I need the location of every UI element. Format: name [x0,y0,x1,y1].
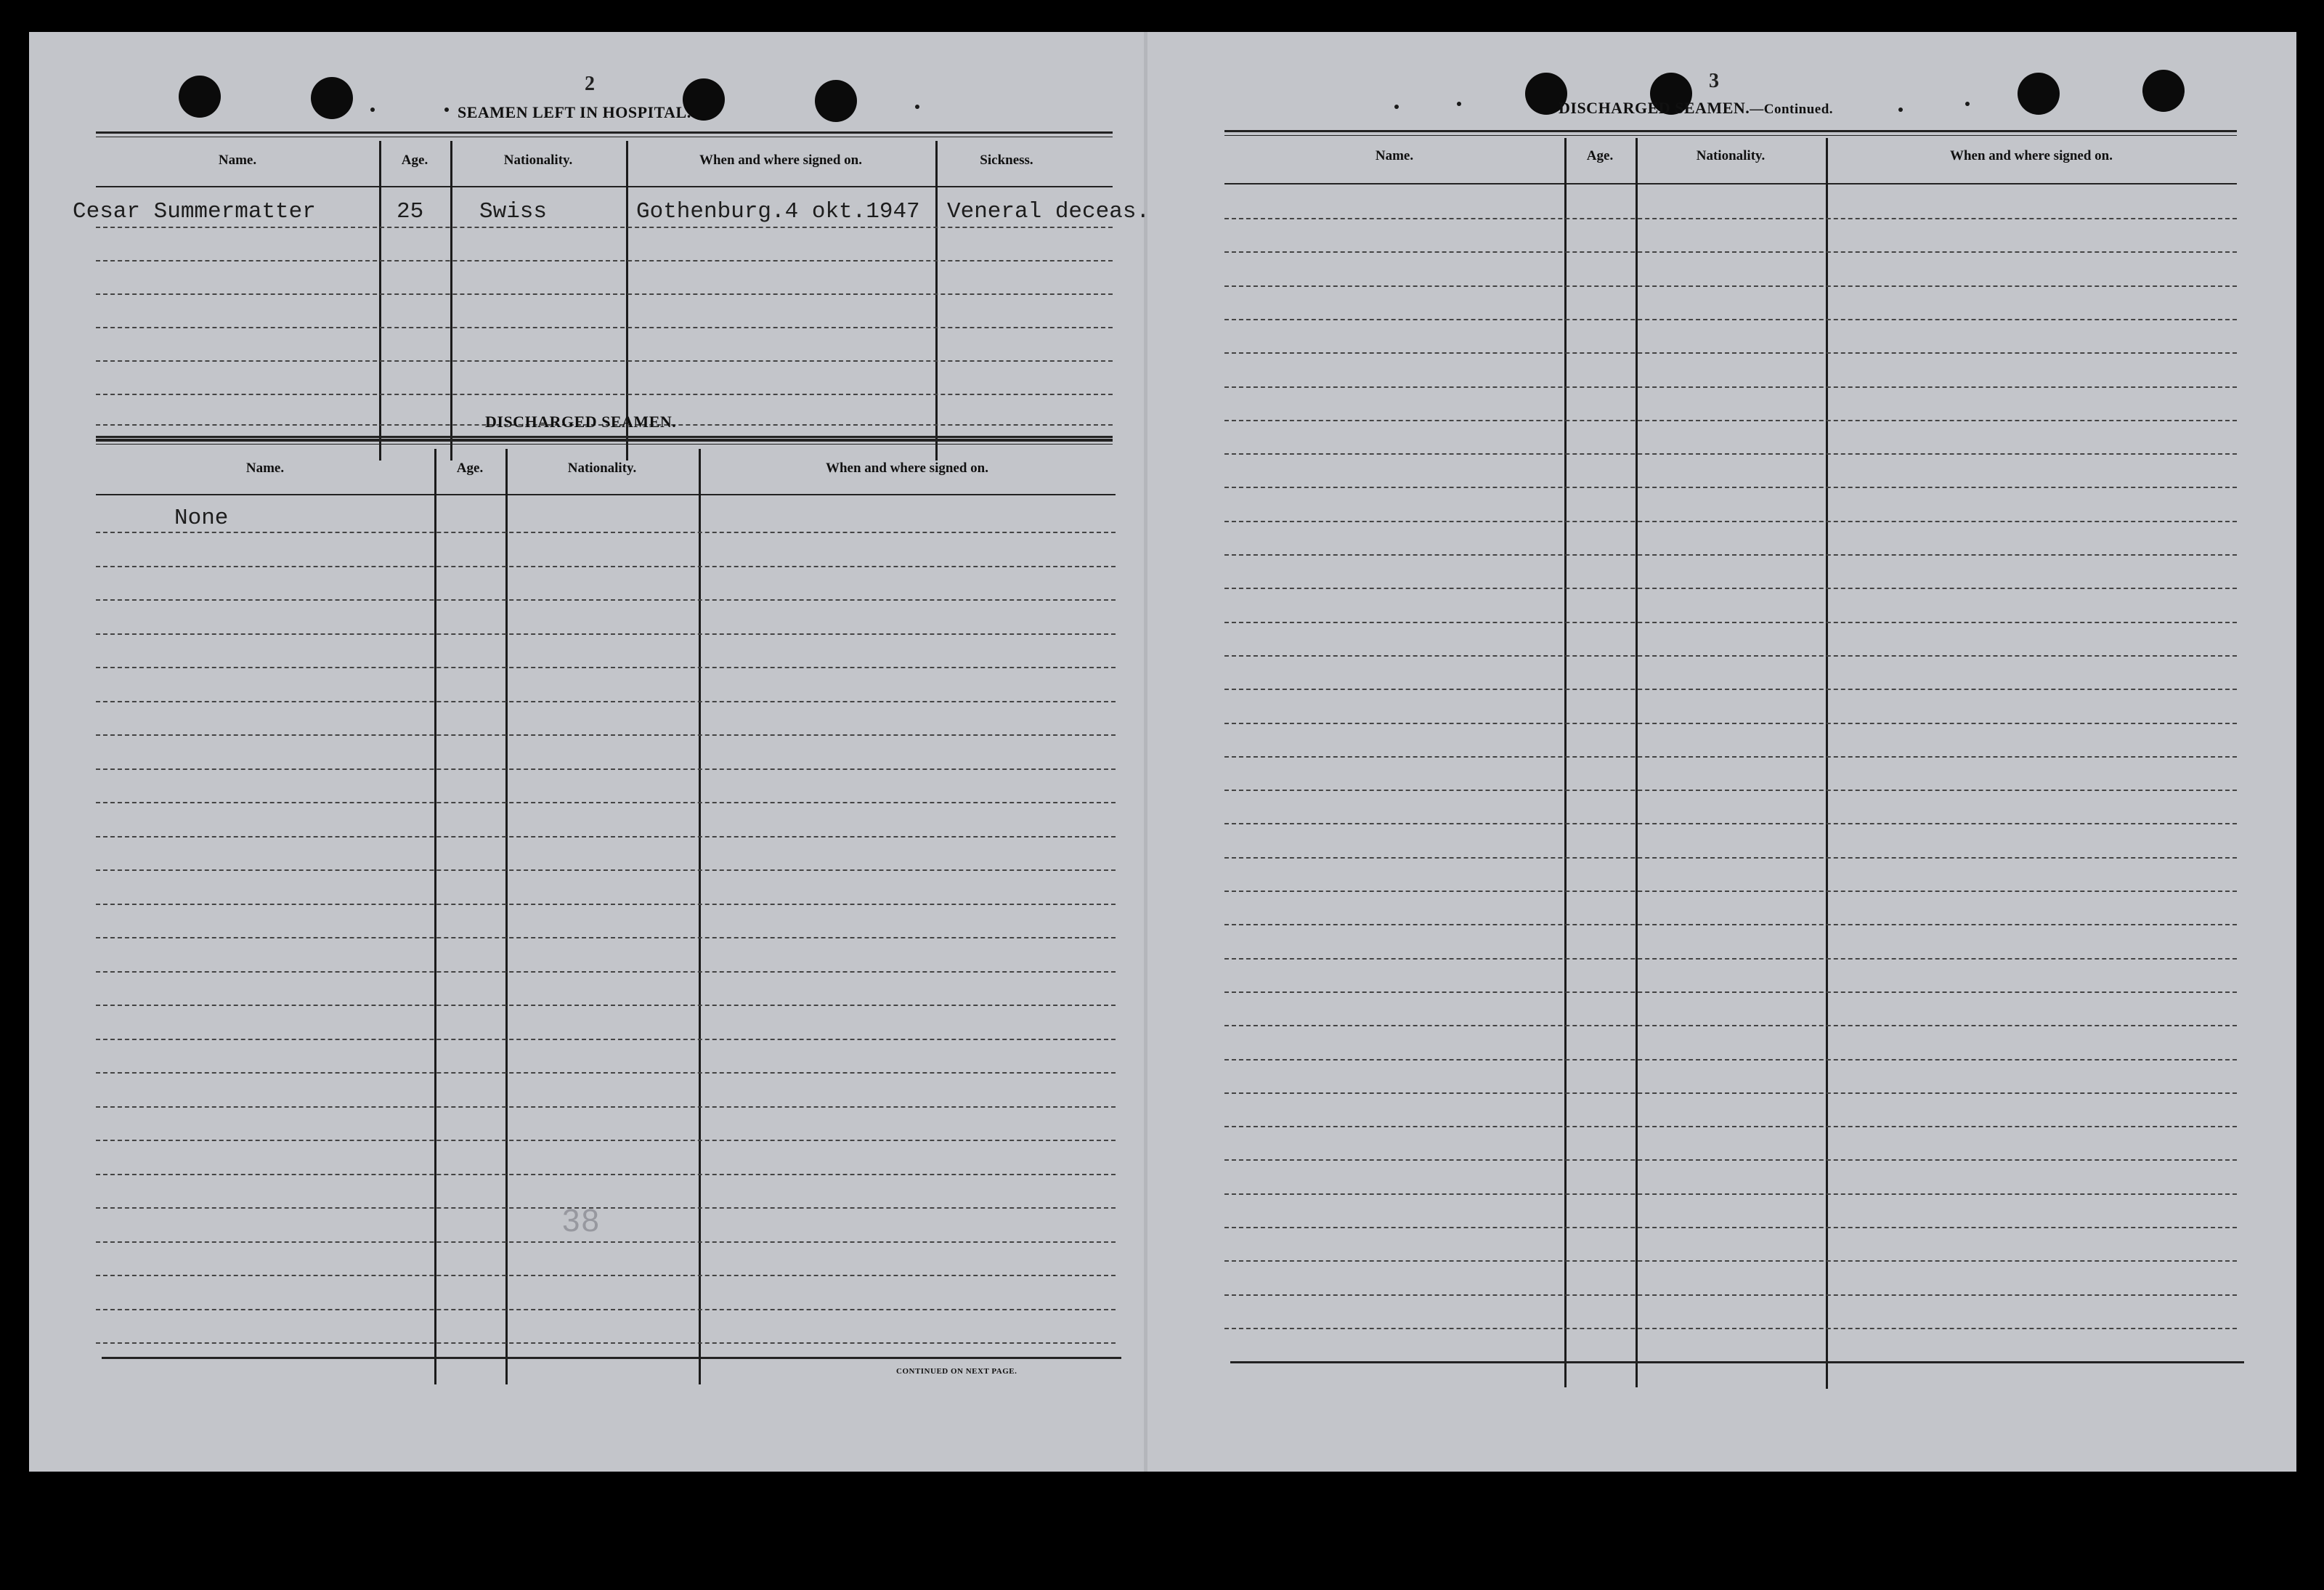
discharged-header-rule [96,494,1116,495]
speck [1965,102,1970,106]
hospital-row-line [96,293,1113,295]
discharged-row-line [96,1140,1116,1141]
hospital-entry-nationality: Swiss [479,199,548,224]
right-row-line [1224,352,2237,354]
punch-hole-1 [179,76,221,118]
hospital-entry-age: 25 [397,199,424,224]
hospital-top-rule [96,131,1113,137]
right-row-line [1224,622,2237,623]
right-header-signed-on: When and where signed on. [1949,148,2113,163]
discharged-continued-title-main: DISCHARGED SEAMEN. [1559,99,1750,117]
discharged-header-nationality: Nationality. [567,461,637,476]
discharged-header-name: Name. [245,461,285,476]
punch-hole-7 [2018,73,2060,115]
discharged-section-title: DISCHARGED SEAMEN. [485,413,677,431]
page-number-left: 2 [585,73,595,95]
discharged-row-line [96,633,1116,635]
hospital-header-name: Name. [218,153,257,168]
right-row-line [1224,689,2237,690]
discharged-row-line [96,1106,1116,1108]
right-header-rule [1224,183,2237,184]
discharged-row-line [96,566,1116,567]
speck [1394,105,1399,109]
discharged-top-rule [96,439,1113,445]
right-row-line [1224,1126,2237,1127]
hospital-entry-name: Cesar Summermatter [73,199,316,224]
discharged-header-signed-on: When and where signed on. [825,461,988,476]
hospital-col-divider [379,141,381,461]
discharged-row-line [96,734,1116,736]
right-row-line [1224,251,2237,253]
discharged-row-line [96,1342,1116,1344]
right-row-line [1224,1260,2237,1262]
right-row-line [1224,1159,2237,1161]
punch-hole-4 [815,80,857,122]
hospital-row-line [96,260,1113,261]
right-row-line [1224,1059,2237,1060]
discharged-row-line [96,1241,1116,1243]
continued-note: CONTINUED ON NEXT PAGE. [896,1367,1017,1376]
discharged-row-line [96,599,1116,601]
right-top-rule [1224,130,2237,136]
discharged-entry-name: None [174,506,229,531]
hospital-header-nationality: Nationality. [503,153,573,168]
hospital-row-line [96,227,1113,228]
discharged-header-age: Age. [456,461,484,476]
speck [370,108,375,112]
right-row-line [1224,790,2237,791]
document-sheet [29,32,2296,1472]
hospital-header-signed-on: When and where signed on. [699,153,862,168]
hospital-header-rule [96,186,1113,187]
hospital-section-title: SEAMEN LEFT IN HOSPITAL. [458,103,691,121]
discharged-row-line [96,1275,1116,1276]
discharged-row-line [96,532,1116,533]
hospital-col-divider [450,141,452,461]
speck [444,108,449,112]
hospital-header-age: Age. [401,153,428,168]
discharged-row-line [96,937,1116,938]
discharged-row-line [96,1039,1116,1040]
discharged-row-line [96,869,1116,871]
discharged-row-line [96,904,1116,905]
right-col-divider [1636,138,1638,1387]
right-row-line [1224,386,2237,388]
right-col-divider [1564,138,1567,1387]
discharged-row-line [96,1072,1116,1074]
speck [1898,108,1903,112]
discharged-row-line [96,836,1116,837]
hospital-col-divider [935,141,938,461]
right-row-line [1224,420,2237,421]
discharged-continued-title [1559,99,1833,118]
right-row-line [1224,924,2237,925]
discharged-row-line [96,802,1116,803]
right-row-line [1224,1092,2237,1094]
right-row-line [1224,958,2237,960]
right-row-line [1224,1025,2237,1026]
discharged-row-line [96,1005,1116,1006]
page-fold [1144,32,1147,1472]
discharged-row-line [96,971,1116,973]
right-row-line [1224,655,2237,657]
right-row-line [1224,453,2237,455]
right-row-line [1224,723,2237,724]
right-row-line [1224,285,2237,287]
punch-hole-2 [311,77,353,119]
right-row-line [1224,521,2237,522]
speck [915,105,919,109]
continued-suffix: —Continued. [1750,102,1834,117]
right-row-line [1224,1294,2237,1296]
right-row-line [1224,1328,2237,1329]
right-row-line [1224,756,2237,758]
discharged-row-line [96,768,1116,770]
right-row-line [1224,218,2237,219]
right-row-line [1224,1227,2237,1228]
right-col-divider [1826,138,1828,1389]
discharged-row-line [96,701,1116,702]
left-bottom-rule [102,1357,1121,1359]
right-row-line [1224,1193,2237,1195]
hospital-row-line [96,360,1113,362]
punch-hole-8 [2142,70,2185,112]
right-row-line [1224,891,2237,892]
right-header-nationality: Nationality. [1696,148,1766,163]
right-row-line [1224,588,2237,589]
hospital-row-line [96,394,1113,395]
right-header-name: Name. [1375,148,1414,163]
right-bottom-rule [1230,1361,2244,1363]
right-row-line [1224,823,2237,824]
hospital-header-sickness: Sickness. [980,153,1033,168]
discharged-row-line [96,1207,1116,1209]
right-row-line [1224,857,2237,859]
discharged-col-divider [505,449,508,1384]
right-row-line [1224,319,2237,320]
right-row-line [1224,554,2237,556]
faint-stamp: 38 [562,1203,601,1238]
right-row-line [1224,991,2237,993]
right-row-line [1224,487,2237,488]
discharged-row-line [96,1174,1116,1175]
discharged-col-divider [699,449,701,1384]
discharged-row-line [96,667,1116,668]
hospital-row-line [96,327,1113,328]
right-header-age: Age. [1586,148,1614,163]
hospital-entry-sickness: Veneral deceas. [947,199,1150,224]
discharged-col-divider [434,449,436,1384]
speck [1457,102,1461,106]
page-number-right: 3 [1709,70,1719,92]
discharged-row-line [96,1309,1116,1310]
hospital-entry-signed-on: Gothenburg.4 okt.1947 [636,199,920,224]
